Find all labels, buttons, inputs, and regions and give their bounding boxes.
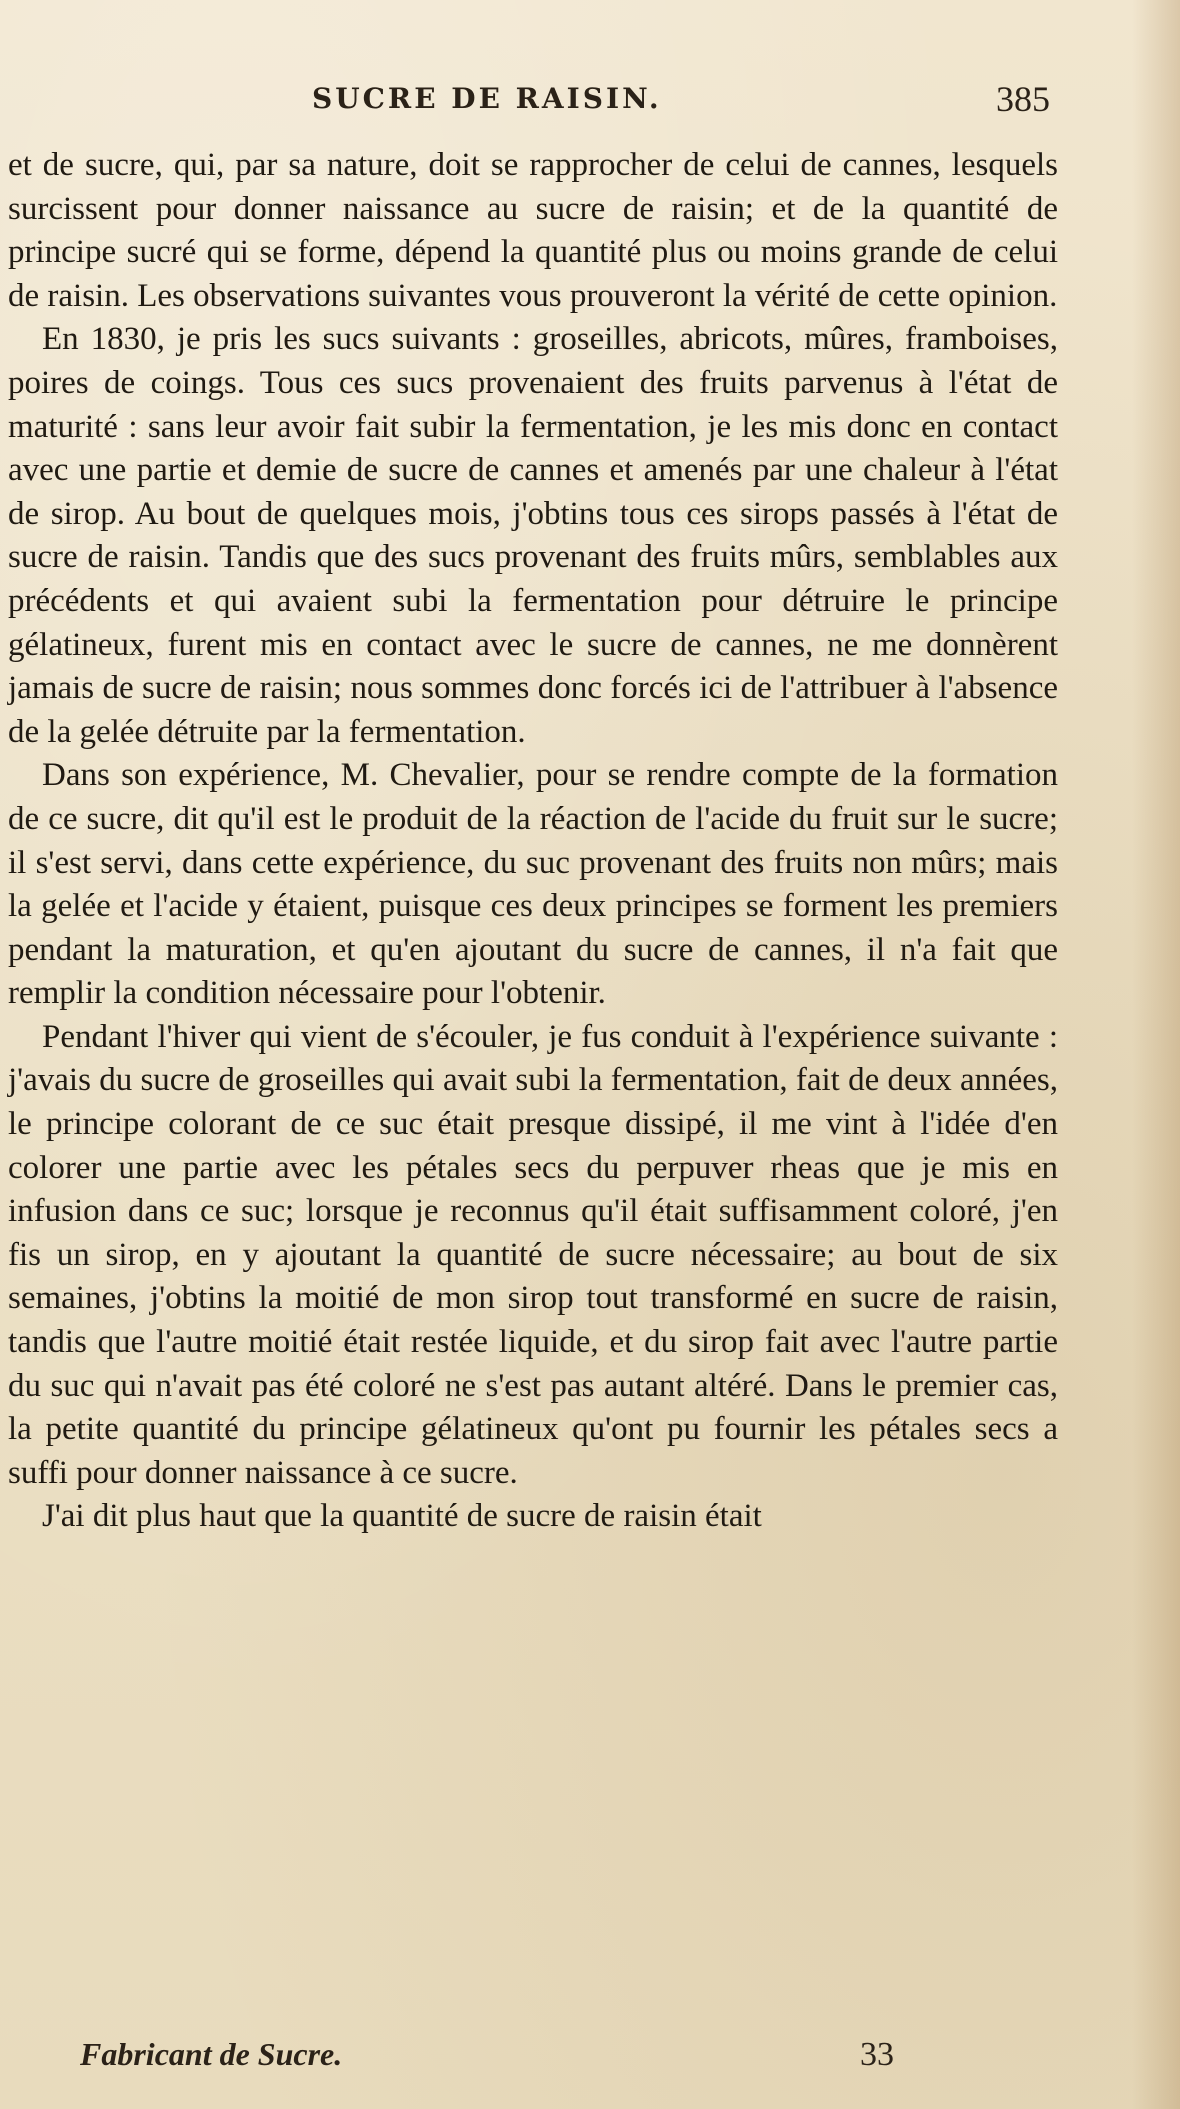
signature-mark: 33 (860, 2036, 894, 2073)
body-text (8, 144, 1058, 1539)
signature-line: Fabricant de Sucre. (80, 2036, 343, 2072)
page-number: 385 (996, 79, 1050, 119)
paragraph-winter-experiment: Pendant l'hiver qui vient de s'écouler, je fus conduit à l'expérience suivante : j'avais du sucre de groseilles qui avait subi la fermentation, fait de deux années, le principe colorant de ce suc était presque dissipé, il me vint à l'idée d'en colorer une partie avec les pétales secs du perpuver rheas que je mis en infusion dans ce suc; lorsque je reconnus qu'il était suffisamment coloré, j'en fis un sirop, en y ajoutant la quantité de sucre nécessaire; au bout de six semaines, j'obtins la moitié de mon sirop tout transformé en sucre de raisin, tandis que l'autre moitié était restée liquide, et du sirop fait avec l'autre partie du suc qui n'avait pas été coloré ne s'est pas autant altéré. Dans le premier cas, la petite quantité du principe gélatineux qu'ont pu fournir les pétales secs a suffi pour donner naissance à ce sucre. (8, 1018, 1058, 1491)
paragraph-experiment-1830: En 1830, je pris les sucs suivants : groseilles, abricots, mûres, framboises, poires de coings. Tous ces sucs provenaient des fruits parvenus à l'état de maturité : sans leur avoir fait subir la fermentation, je les mis donc en contact avec une partie et demie de sucre de cannes et amenés par une chaleur à l'état de sirop. Au bout de quelques mois, j'obtins tous ces sirops passés à l'état de sucre de raisin. Tandis que des sucs provenant des fruits mûrs, semblables aux précédents et qui avaient subi la fermentation pour détruire le principe gélatineux, furent mis en contact avec le sucre de cannes, ne me donnèrent jamais de sucre de raisin; nous sommes donc forcés ici de l'attribuer à l'absence de la gelée détruite par la fermentation. (8, 321, 1058, 750)
running-head (0, 79, 1180, 126)
paragraph-chevalier: Dans son expérience, M. Chevalier, pour se rendre compte de la formation de ce sucre, dit qu'il est le produit de la réaction de l'acide du fruit sur le sucre; il s'est servi, dans cette expérience, du suc provenant des fruits non mûrs; mais la gelée et l'acide y étaient, puisque ces deux principes se forment les premiers pendant la maturation, et qu'en ajoutant du sucre de cannes, il n'a fait que remplir la condition nécessaire pour l'obtenir. (8, 757, 1058, 1012)
paragraph-closing: J'ai dit plus haut que la quantité de sucre de raisin était (42, 1498, 762, 1535)
page-footer (0, 2036, 1180, 2086)
paragraph-continued: et de sucre, qui, par sa nature, doit se rapprocher de celui de cannes, lesquels surcissent pour donner naissance au sucre de raisin; et de la quantité de principe sucré qui se forme, dépend la quantité plus ou moins grande de celui de raisin. Les observations suivantes vous prouveront la vérité de cette opinion. (8, 147, 1058, 314)
running-title: SUCRE DE RAISIN. (312, 82, 662, 115)
